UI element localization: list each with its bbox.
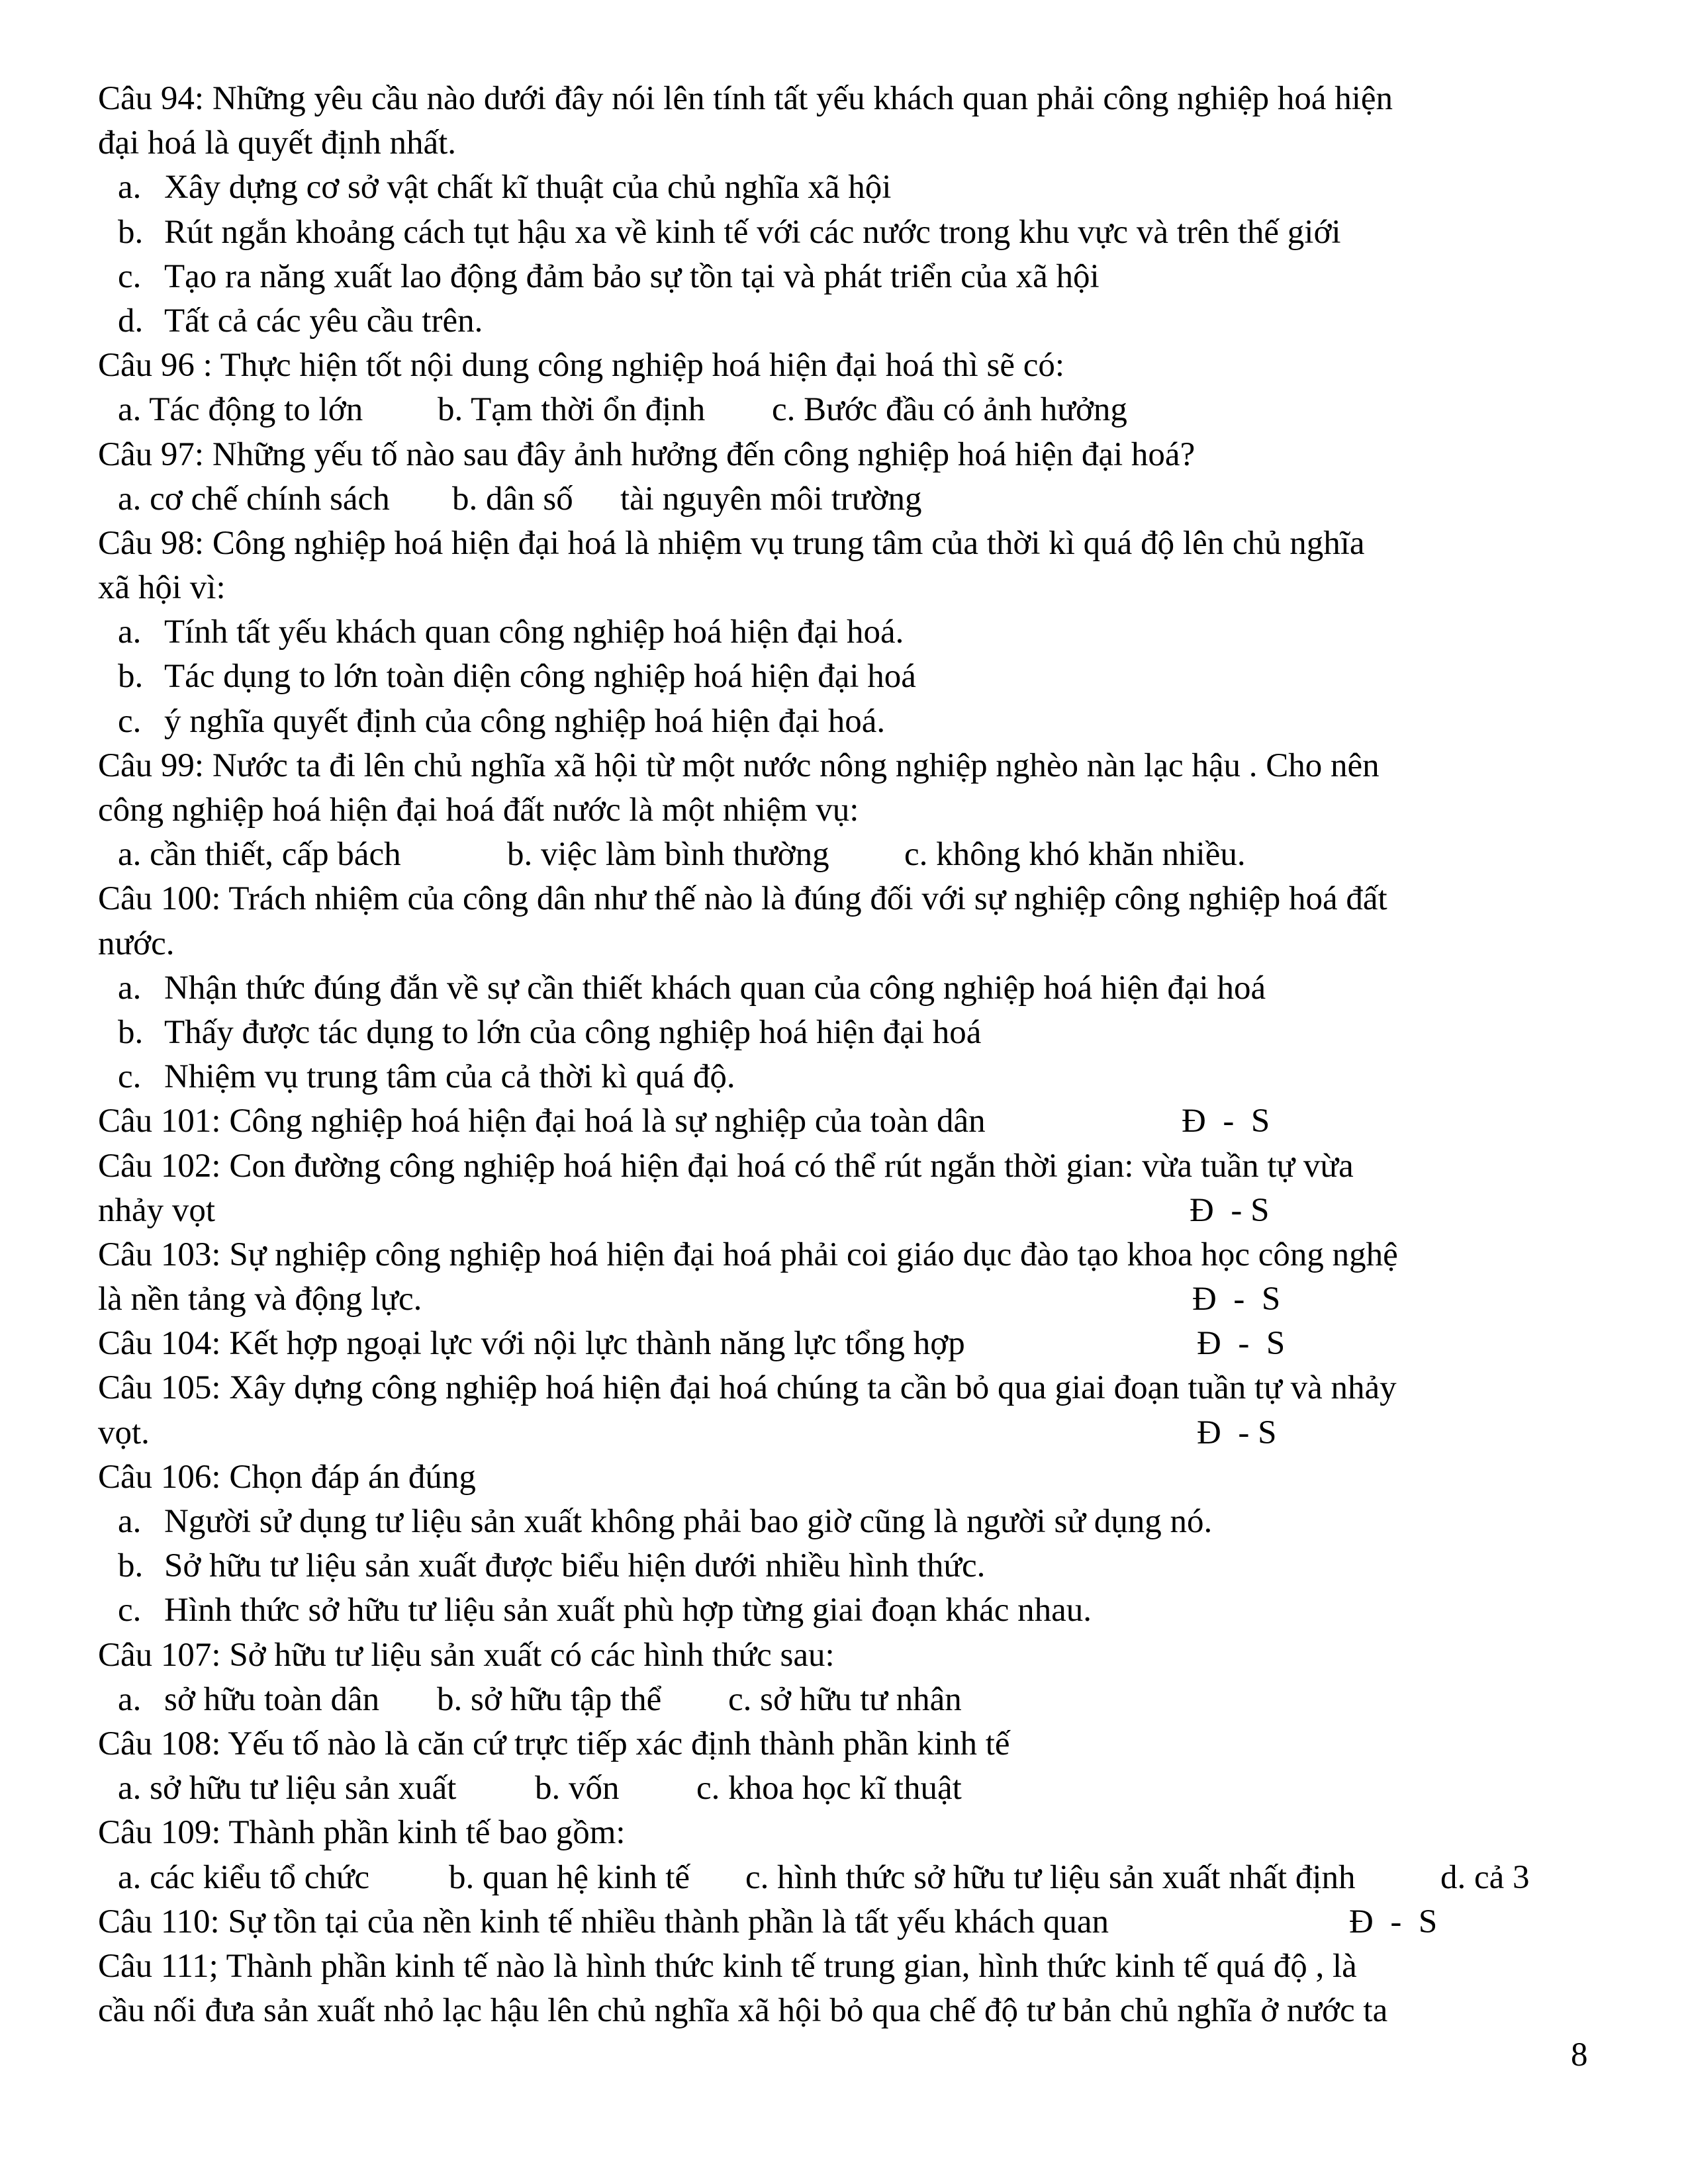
page-number: 8 — [1571, 2036, 1588, 2073]
question-96-line-1: Câu 96 : Thực hiện tốt nội dung công nghiệp hoá hiện đại hoá thì sẽ có: — [98, 347, 1065, 385]
question-99-options — [98, 833, 1594, 877]
question-98-option-c: c. ý nghĩa quyết định của công nghiệp hoá hiện đại hoá. — [118, 702, 886, 740]
question-108-option-a: a. sở hữu tư liệu sản xuất — [118, 1770, 457, 1807]
question-97-option-c: tài nguyên môi trường — [620, 480, 922, 518]
question-99-option-a: a. cần thiết, cấp bách — [118, 836, 401, 874]
question-99-option-c: c. không khó khăn nhiều. — [904, 836, 1246, 874]
question-111-line-1: Câu 111; Thành phần kinh tế nào là hình thức kinh tế trung gian, hình thức kinh tế quá độ , là — [98, 1947, 1357, 1985]
question-106-line-1: Câu 106: Chọn đáp án đúng — [98, 1458, 476, 1496]
question-94-option-d: d. Tất cả các yêu cầu trên. — [118, 302, 483, 340]
question-94-line-1: Câu 94: Những yêu cầu nào dưới đây nói lên tính tất yếu khách quan phải công nghiệp hoá hiện — [98, 80, 1393, 117]
question-103-line-2: là nền tảng và động lực. Đ - S — [98, 1277, 1594, 1322]
question-102-line-2: nhảy vọt Đ - S — [98, 1189, 1594, 1233]
question-100-option-a: a. Nhận thức đúng đắn về sự cần thiết khách quan của công nghiệp hoá hiện đại hoá — [118, 969, 1266, 1007]
question-94-option-a: a. Xây dựng cơ sở vật chất kĩ thuật của chủ nghĩa xã hội — [118, 169, 892, 206]
question-100-line-1: Câu 100: Trách nhiệm của công dân như thế nào là đúng đối với sự nghiệp công nghiệp hoá đất — [98, 880, 1387, 918]
question-104-line-1: Câu 104: Kết hợp ngoại lực với nội lực thành năng lực tổng hợp Đ - S — [98, 1322, 1594, 1366]
question-96-option-a: a. Tác động to lớn — [118, 391, 363, 429]
document-body — [98, 77, 1594, 2033]
question-107-option-a: sở hữu toàn dân — [164, 1680, 380, 1718]
question-100-option-c: c. Nhiệm vụ trung tâm của cả thời kì quá độ. — [118, 1058, 735, 1096]
question-98-line-2: xã hội vì: — [98, 569, 226, 607]
question-109-line-1: Câu 109: Thành phần kinh tế bao gồm: — [98, 1814, 626, 1852]
question-107-line-1: Câu 107: Sở hữu tư liệu sản xuất có các hình thức sau: — [98, 1636, 835, 1674]
question-100-option-b: b. Thấy được tác dụng to lớn của công nghiệp hoá hiện đại hoá — [118, 1013, 982, 1051]
question-111-line-2: cầu nối đưa sản xuất nhỏ lạc hậu lên chủ nghĩa xã hội bỏ qua chế độ tư bản chủ nghĩa ở nước ta — [98, 1992, 1388, 2030]
question-97-option-b: b. dân số — [452, 480, 573, 518]
question-101-line-1: Câu 101: Công nghiệp hoá hiện đại hoá là sự nghiệp của toàn dân Đ - S — [98, 1099, 1594, 1144]
question-110-line-1: Câu 110: Sự tồn tại của nền kinh tế nhiều thành phần là tất yếu khách quan Đ - S — [98, 1900, 1594, 1944]
question-105-line-2: vọt. Đ - S — [98, 1411, 1594, 1455]
question-98-option-a: a. Tính tất yếu khách quan công nghiệp hoá hiện đại hoá. — [118, 614, 904, 651]
question-106-option-a: a. Người sử dụng tư liệu sản xuất không phải bao giờ cũng là người sử dụng nó. — [118, 1503, 1213, 1540]
question-107-option-b: b. sở hữu tập thể — [437, 1680, 662, 1718]
question-109-option-a: a. các kiểu tổ chức — [118, 1858, 370, 1896]
question-102-line-1: Câu 102: Con đường công nghiệp hoá hiện đại hoá có thể rút ngắn thời gian: vừa tuần tự vừa — [98, 1147, 1354, 1185]
question-106-option-c: c. Hình thức sở hữu tư liệu sản xuất phù hợp từng giai đoạn khác nhau. — [118, 1592, 1092, 1629]
true-false-choice: Đ - S — [1349, 1903, 1438, 1940]
question-99-line-2: công nghiệp hoá hiện đại hoá đất nước là một nhiệm vụ: — [98, 792, 859, 829]
question-108-option-b: b. vốn — [535, 1770, 620, 1807]
question-103-line-1: Câu 103: Sự nghiệp công nghiệp hoá hiện đại hoá phải coi giáo dục đào tạo khoa học công nghệ — [98, 1236, 1398, 1273]
true-false-choice: Đ - S — [1197, 1414, 1277, 1451]
question-108-option-c: c. khoa học kĩ thuật — [696, 1770, 962, 1807]
question-96-options — [98, 388, 1594, 432]
question-94-line-2: đại hoá là quyết định nhất. — [98, 124, 457, 162]
question-105-line-1: Câu 105: Xây dựng công nghiệp hoá hiện đại hoá chúng ta cần bỏ qua giai đoạn tuần tự và nhảy — [98, 1369, 1397, 1407]
question-109-option-b: b. quan hệ kinh tế — [449, 1858, 690, 1896]
question-108-line-1: Câu 108: Yếu tố nào là căn cứ trực tiếp xác định thành phần kinh tế — [98, 1725, 1010, 1762]
question-94-option-c: c. Tạo ra năng xuất lao động đảm bảo sự tồn tại và phát triển của xã hội — [118, 257, 1100, 295]
question-97-option-a: a. cơ chế chính sách — [118, 480, 390, 518]
question-107-option-c: c. sở hữu tư nhân — [728, 1680, 962, 1718]
question-98-option-b: b. Tác dụng to lớn toàn diện công nghiệp hoá hiện đại hoá — [118, 658, 916, 696]
question-99-option-b: b. việc làm bình thường — [507, 836, 829, 874]
question-107-options: a. sở hữu toàn dân b. sở hữu tập thể c. sở hữu tư nhân — [98, 1678, 1594, 1722]
question-94-option-b: b. Rút ngắn khoảng cách tụt hậu xa về kinh tế với các nước trong khu vực và trên thế giới — [118, 213, 1341, 251]
true-false-choice: Đ - S — [1182, 1103, 1270, 1140]
true-false-choice: Đ - S — [1190, 1191, 1270, 1229]
question-98-line-1: Câu 98: Công nghiệp hoá hiện đại hoá là nhiệm vụ trung tâm của thời kì quá độ lên chủ nghĩa — [98, 524, 1365, 562]
true-false-choice: Đ - S — [1197, 1325, 1286, 1363]
question-97-options — [98, 477, 1594, 522]
question-96-option-b: b. Tạm thời ổn định — [438, 391, 706, 429]
question-96-option-c: c. Bước đầu có ảnh hưởng — [772, 391, 1127, 429]
question-108-options — [98, 1766, 1594, 1811]
question-99-line-1: Câu 99: Nước ta đi lên chủ nghĩa xã hội từ một nước nông nghiệp nghèo nàn lạc hậu . Cho nên — [98, 747, 1380, 784]
question-109-option-d: d. cả 3 — [1440, 1858, 1530, 1896]
question-106-option-b: b. Sở hữu tư liệu sản xuất được biểu hiện dưới nhiều hình thức. — [118, 1547, 986, 1585]
question-109-options — [98, 1856, 1594, 1900]
question-100-line-2: nước. — [98, 925, 175, 962]
question-97-line-1: Câu 97: Những yếu tố nào sau đây ảnh hưởng đến công nghiệp hoá hiện đại hoá? — [98, 435, 1196, 473]
true-false-choice: Đ - S — [1192, 1281, 1281, 1318]
question-109-option-c: c. hình thức sở hữu tư liệu sản xuất nhất định — [745, 1858, 1356, 1896]
